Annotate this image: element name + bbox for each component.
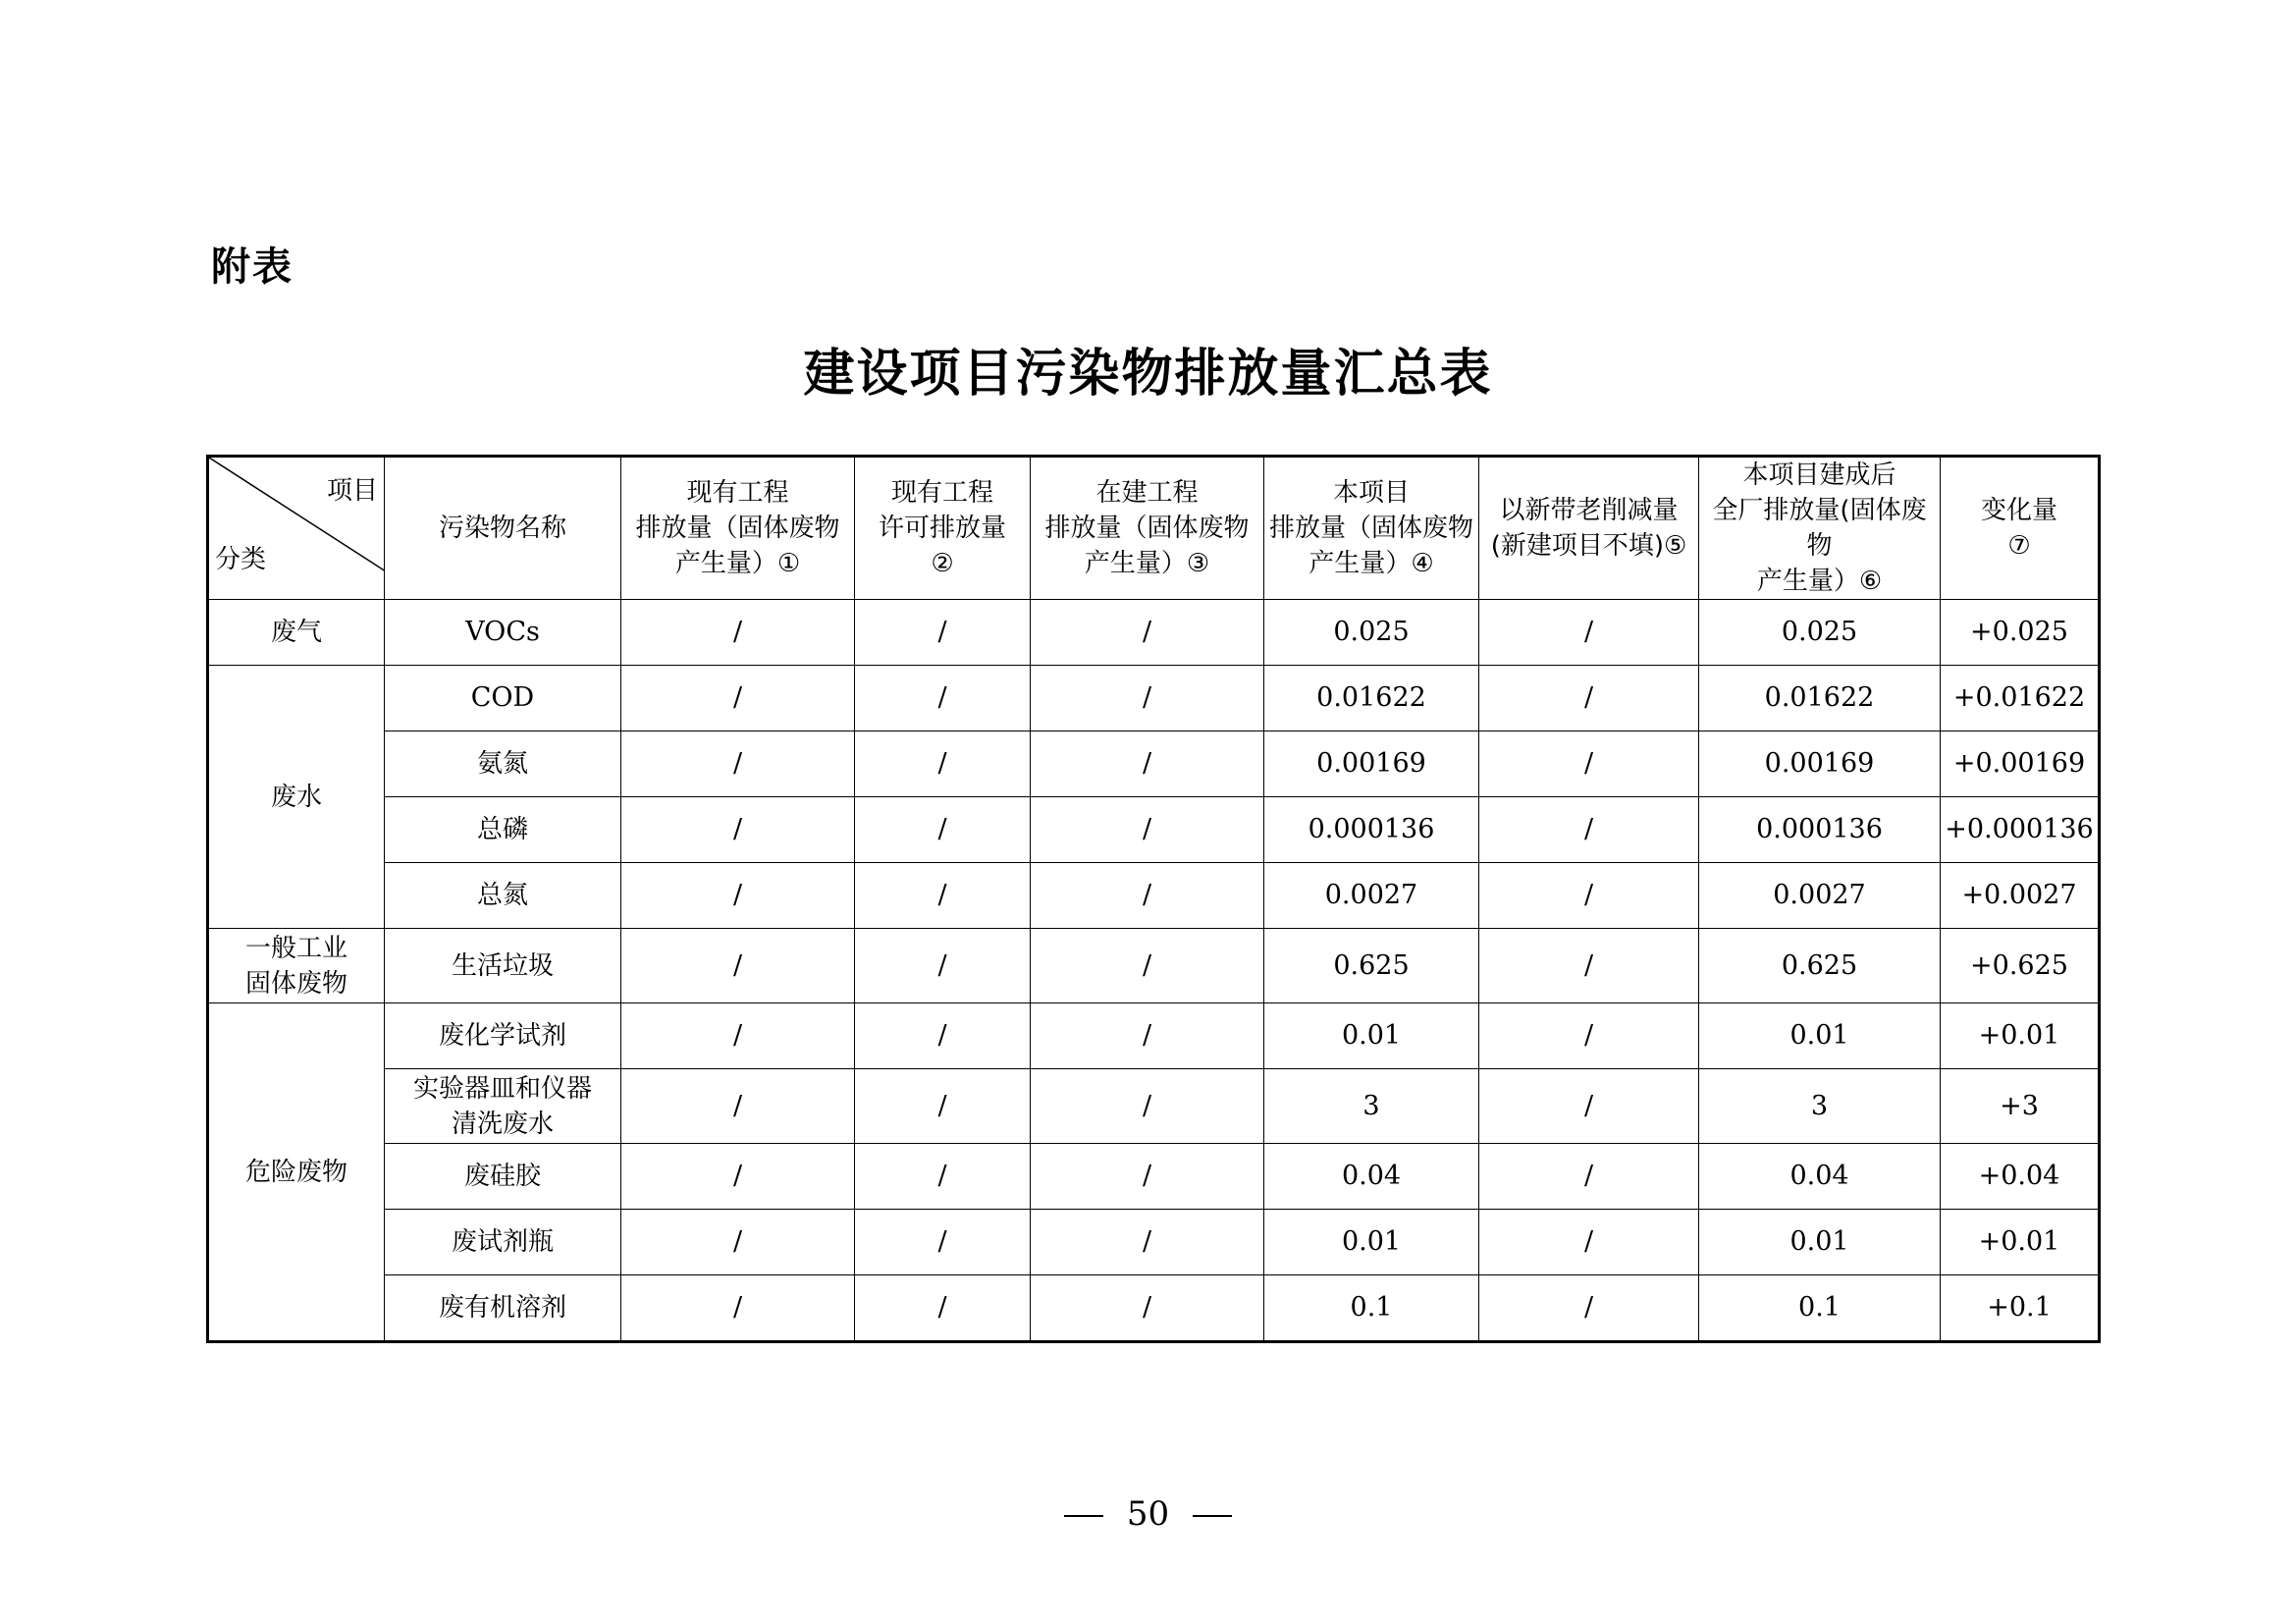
- cell-after-completion: 0.00169: [1699, 731, 1941, 797]
- cell-reduction: /: [1479, 1275, 1699, 1342]
- cell-existing: /: [621, 1003, 855, 1069]
- header-reduction: 以新带老削减量 (新建项目不填)⑤: [1479, 457, 1699, 600]
- cell-reduction: /: [1479, 797, 1699, 863]
- header-this-project: 本项目 排放量（固体废物 产生量）④: [1264, 457, 1479, 600]
- cell-after-completion: 0.0027: [1699, 863, 1941, 929]
- header-permitted: 现有工程 许可排放量 ②: [855, 457, 1031, 600]
- header-existing: 现有工程 排放量（固体废物 产生量）①: [621, 457, 855, 600]
- cell-existing: /: [621, 929, 855, 1003]
- table-row: [208, 1069, 2100, 1144]
- pollutant-name: VOCs: [385, 600, 621, 666]
- cell-this-project: 0.1: [1264, 1275, 1479, 1342]
- header-row: [208, 457, 2100, 600]
- cell-this-project: 0.01: [1264, 1003, 1479, 1069]
- cell-reduction: /: [1479, 1210, 1699, 1275]
- cell-permitted: /: [855, 666, 1031, 731]
- cell-change: +0.0027: [1941, 863, 2100, 929]
- cell-permitted: /: [855, 1144, 1031, 1210]
- cell-reduction: /: [1479, 1069, 1699, 1144]
- corner-header-cell: [208, 457, 385, 600]
- cell-change: +0.00169: [1941, 731, 2100, 797]
- cell-change: +0.01: [1941, 1210, 2100, 1275]
- corner-top-label: 项目: [326, 476, 378, 506]
- cell-permitted: /: [855, 1210, 1031, 1275]
- cell-change: +0.01622: [1941, 666, 2100, 731]
- cell-reduction: /: [1479, 929, 1699, 1003]
- cell-this-project: 0.025: [1264, 600, 1479, 666]
- cell-under-construction: /: [1031, 731, 1264, 797]
- cell-under-construction: /: [1031, 600, 1264, 666]
- cell-change: +0.04: [1941, 1144, 2100, 1210]
- pollutant-name: 废化学试剂: [385, 1003, 621, 1069]
- cell-after-completion: 0.625: [1699, 929, 1941, 1003]
- cell-this-project: 0.625: [1264, 929, 1479, 1003]
- header-change: 变化量 ⑦: [1941, 457, 2100, 600]
- pollutant-name: 生活垃圾: [385, 929, 621, 1003]
- table-row: [208, 797, 2100, 863]
- pollutant-name: 总氮: [385, 863, 621, 929]
- cell-reduction: /: [1479, 863, 1699, 929]
- cell-change: +0.625: [1941, 929, 2100, 1003]
- page-number: 50: [1126, 1494, 1170, 1534]
- table-row: [208, 731, 2100, 797]
- header-pollutant-name: 污染物名称: [385, 457, 621, 600]
- footer-dash-right: [1193, 1515, 1232, 1517]
- pollutant-name: 废有机溶剂: [385, 1275, 621, 1342]
- pollutant-name: 氨氮: [385, 731, 621, 797]
- cell-this-project: 0.0027: [1264, 863, 1479, 929]
- table-row: [208, 1003, 2100, 1069]
- table-row: [208, 666, 2100, 731]
- cell-permitted: /: [855, 731, 1031, 797]
- cell-existing: /: [621, 797, 855, 863]
- cell-permitted: /: [855, 1275, 1031, 1342]
- cell-under-construction: /: [1031, 929, 1264, 1003]
- cell-reduction: /: [1479, 731, 1699, 797]
- cell-under-construction: /: [1031, 1069, 1264, 1144]
- header-after-completion: 本项目建成后 全厂排放量(固体废物 产生量）⑥: [1699, 457, 1941, 600]
- cell-existing: /: [621, 1210, 855, 1275]
- cell-after-completion: 0.04: [1699, 1144, 1941, 1210]
- cell-under-construction: /: [1031, 1144, 1264, 1210]
- pollutant-name: 总磷: [385, 797, 621, 863]
- cell-under-construction: /: [1031, 666, 1264, 731]
- document-title: 建设项目污染物排放量汇总表: [803, 345, 1493, 404]
- pollutant-summary-table: [206, 455, 2101, 1343]
- cell-permitted: /: [855, 797, 1031, 863]
- header-under-construction: 在建工程 排放量（固体废物 产生量）③: [1031, 457, 1264, 600]
- cell-under-construction: /: [1031, 1003, 1264, 1069]
- cell-reduction: /: [1479, 1144, 1699, 1210]
- cell-change: +3: [1941, 1069, 2100, 1144]
- cell-after-completion: 0.000136: [1699, 797, 1941, 863]
- cell-this-project: 3: [1264, 1069, 1479, 1144]
- pollutant-name: 废试剂瓶: [385, 1210, 621, 1275]
- group-hazardous-waste: 危险废物: [208, 1003, 385, 1342]
- cell-existing: /: [621, 600, 855, 666]
- cell-permitted: /: [855, 600, 1031, 666]
- cell-under-construction: /: [1031, 1275, 1264, 1342]
- cell-this-project: 0.04: [1264, 1144, 1479, 1210]
- cell-under-construction: /: [1031, 863, 1264, 929]
- cell-after-completion: 0.01: [1699, 1210, 1941, 1275]
- page-footer: [0, 1494, 2296, 1534]
- cell-change: +0.1: [1941, 1275, 2100, 1342]
- cell-this-project: 0.000136: [1264, 797, 1479, 863]
- cell-under-construction: /: [1031, 1210, 1264, 1275]
- appendix-label: 附表: [211, 244, 294, 290]
- cell-permitted: /: [855, 1003, 1031, 1069]
- cell-this-project: 0.01622: [1264, 666, 1479, 731]
- cell-permitted: /: [855, 929, 1031, 1003]
- cell-change: +0.01: [1941, 1003, 2100, 1069]
- cell-existing: /: [621, 863, 855, 929]
- cell-reduction: /: [1479, 600, 1699, 666]
- cell-existing: /: [621, 1275, 855, 1342]
- table-row: [208, 1275, 2100, 1342]
- group-gas: 废气: [208, 600, 385, 666]
- cell-reduction: /: [1479, 666, 1699, 731]
- pollutant-name: COD: [385, 666, 621, 731]
- group-general-solid-waste: 一般工业 固体废物: [208, 929, 385, 1003]
- cell-permitted: /: [855, 1069, 1031, 1144]
- table-row: [208, 600, 2100, 666]
- table-row: [208, 1144, 2100, 1210]
- table-row: [208, 863, 2100, 929]
- table-row: [208, 1210, 2100, 1275]
- cell-after-completion: 3: [1699, 1069, 1941, 1144]
- cell-change: +0.000136: [1941, 797, 2100, 863]
- pollutant-name: 废硅胶: [385, 1144, 621, 1210]
- cell-this-project: 0.00169: [1264, 731, 1479, 797]
- cell-reduction: /: [1479, 1003, 1699, 1069]
- cell-existing: /: [621, 1144, 855, 1210]
- cell-under-construction: /: [1031, 797, 1264, 863]
- pollutant-name: 实验器皿和仪器 清洗废水: [385, 1069, 621, 1144]
- cell-after-completion: 0.01622: [1699, 666, 1941, 731]
- cell-this-project: 0.01: [1264, 1210, 1479, 1275]
- cell-existing: /: [621, 1069, 855, 1144]
- cell-after-completion: 0.1: [1699, 1275, 1941, 1342]
- cell-existing: /: [621, 731, 855, 797]
- corner-bottom-label: 分类: [215, 545, 267, 574]
- footer-dash-left: [1064, 1515, 1103, 1517]
- cell-existing: /: [621, 666, 855, 731]
- cell-change: +0.025: [1941, 600, 2100, 666]
- cell-after-completion: 0.025: [1699, 600, 1941, 666]
- cell-permitted: /: [855, 863, 1031, 929]
- table-row: [208, 929, 2100, 1003]
- cell-after-completion: 0.01: [1699, 1003, 1941, 1069]
- group-water: 废水: [208, 666, 385, 929]
